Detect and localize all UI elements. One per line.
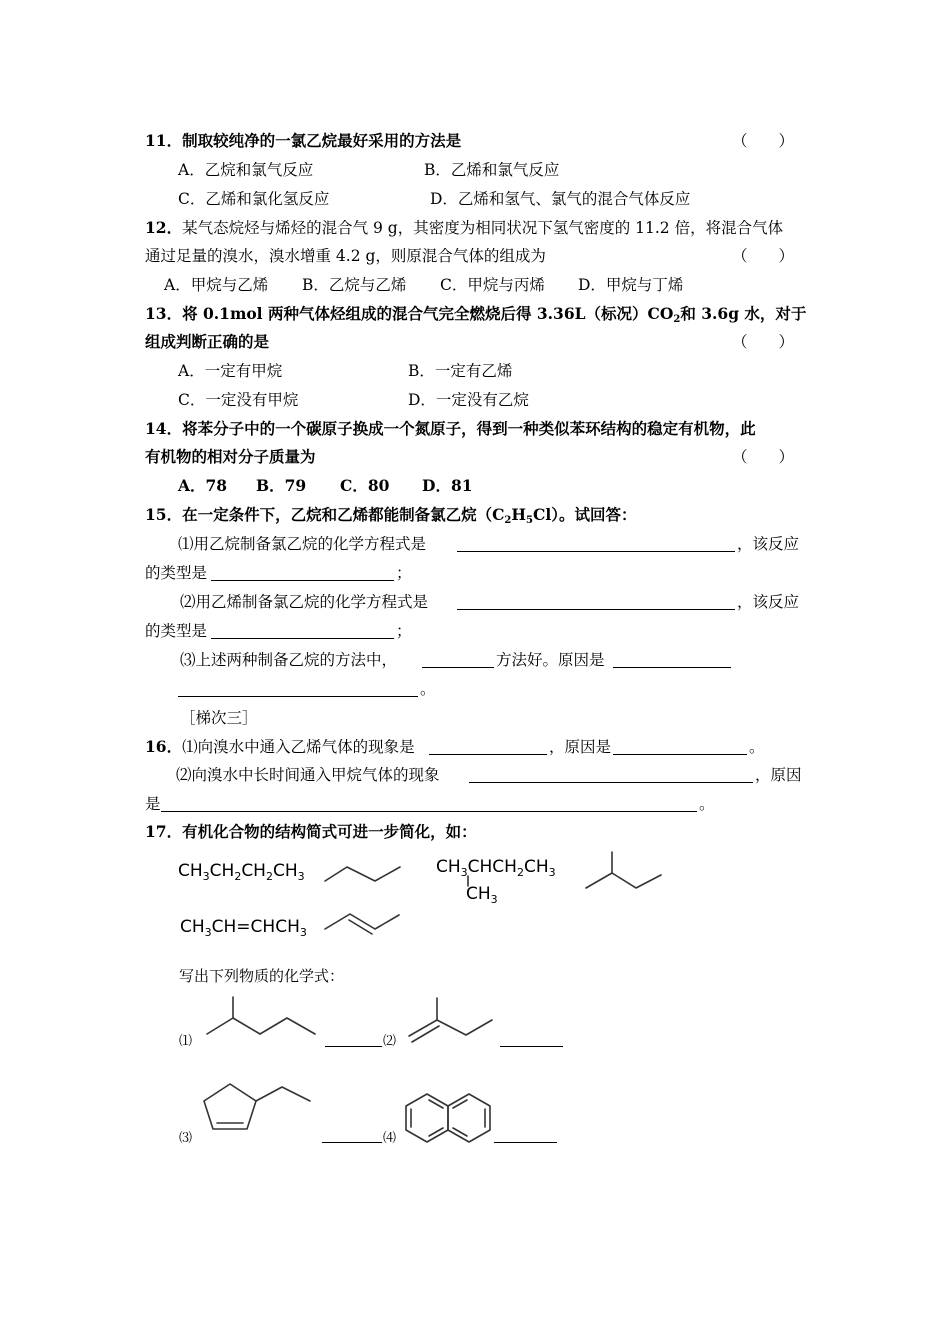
- q15-part1-text: ⑴用乙烷制备氯乙烷的化学方程式是: [178, 535, 427, 553]
- q16-part1-reason-label: ，原因是: [549, 738, 612, 756]
- q14-stem-line2: 有机物的相对分子质量为: [145, 447, 316, 466]
- q15-part2-semicolon: ；: [396, 622, 412, 640]
- q17-label-3: ⑶: [179, 1131, 193, 1146]
- q12-answer-paren: （ ）: [732, 247, 795, 265]
- q13-stem-line2: 组成判断正确的是: [145, 332, 270, 351]
- methylbutene-skeletal-icon: [409, 1020, 492, 1036]
- q17-answer-blank-1[interactable]: [325, 1046, 382, 1047]
- q14-option-d: D．81: [422, 476, 473, 495]
- q11-option-a: A．乙烷和氯气反应: [178, 161, 314, 179]
- q14-option-c: C．80: [340, 476, 390, 495]
- q15-part2-tail: ，该反应: [737, 593, 800, 611]
- q17-answer-blank-4[interactable]: [494, 1142, 557, 1143]
- q17-label-4: ⑷: [383, 1131, 397, 1146]
- methylpentane-skeletal-icon: [207, 1018, 315, 1034]
- q13-option-d: D．一定没有乙烷: [408, 391, 529, 409]
- q13-answer-paren: （ ）: [732, 333, 795, 351]
- q15-part1-semicolon: ；: [396, 564, 412, 582]
- q13-stem-line1: 13．将 0.1mol 两种气体烃组成的混合气完全燃烧后得 3.36L（标况）$CO_2$和 3.6g 水，对于: [145, 304, 807, 325]
- q16-part2-reason-prefix: 是: [145, 795, 161, 813]
- q15-part1-tail: ，该反应: [737, 535, 800, 553]
- q16-part1-period: 。: [749, 738, 765, 756]
- q12-option-c: C．甲烷与丙烯: [440, 276, 545, 294]
- q15-part2-text: ⑵用乙烯制备氯乙烷的化学方程式是: [180, 593, 429, 611]
- q16-part2-reason-label: ，原因: [755, 766, 802, 784]
- q16-part1-text: 16．⑴向溴水中通入乙烯气体的现象是: [145, 737, 415, 756]
- tier-heading: ［梯次三］: [180, 709, 258, 727]
- q11-stem: 11．制取较纯净的一氯乙烷最好采用的方法是: [145, 131, 462, 150]
- butene-condensed-formula: $CH_3CH=CHCH_3$: [180, 917, 307, 939]
- q12-option-a: A．甲烷与乙烯: [164, 276, 269, 294]
- q17-label-1: ⑴: [179, 1034, 193, 1049]
- q15-part3-reason-label: 方法好。原因是: [496, 651, 605, 669]
- q13-option-a: A．一定有甲烷: [178, 362, 283, 380]
- butane-condensed-formula: $CH_3CH_2CH_2CH_3$: [178, 861, 305, 883]
- q12-stem-line1: 12．某气态烷烃与烯烃的混合气 9 g，其密度为相同状况下氢气密度的 11.2 倍，将混合气体: [145, 218, 784, 237]
- naphthalene-skeletal-icon: [406, 1094, 490, 1142]
- q14-option-b: B．79: [256, 476, 307, 495]
- q12-option-b: B．乙烷与乙烯: [302, 276, 407, 294]
- q13-option-c: C．一定没有甲烷: [178, 391, 299, 409]
- q15-part3-text: ⑶上述两种制备乙烷的方法中，: [180, 651, 398, 669]
- isobutane-methyl-group: $CH_3$: [466, 884, 498, 906]
- butane-skeletal-icon: [325, 867, 400, 881]
- isobutane-skeletal-icon: [586, 873, 661, 888]
- q15-part2-type-label: 的类型是: [145, 622, 208, 640]
- butene-skeletal-icon: [325, 914, 399, 929]
- q14-option-a: A．78: [178, 476, 228, 495]
- q14-stem-line1: 14．将苯分子中的一个碳原子换成一个氮原子，得到一种类似苯环结构的稳定有机物，此: [145, 419, 756, 438]
- q12-stem-line2: 通过足量的溴水，溴水增重 4.2 g，则原混合气体的组成为: [145, 247, 546, 265]
- q17-answer-blank-2[interactable]: [500, 1046, 563, 1047]
- q15-stem: 15．在一定条件下，乙烷和乙烯都能制备氯乙烷$(C_2H_5Cl)$。试回答：: [145, 505, 637, 526]
- q11-option-b: B．乙烯和氯气反应: [424, 161, 560, 179]
- isobutane-condensed-formula: $CH_3CHCH_2CH_3$: [436, 857, 556, 879]
- q17-answer-blank-3[interactable]: [322, 1142, 382, 1143]
- q17-instruction: 写出下列物质的化学式：: [179, 967, 345, 985]
- q11-answer-paren: （ ）: [732, 132, 795, 150]
- q11-option-c: C．乙烯和氯化氢反应: [178, 190, 330, 208]
- q13-option-b: B．一定有乙烯: [408, 362, 513, 380]
- q17-stem: 17．有机化合物的结构简式可进一步简化，如：: [145, 822, 477, 841]
- q11-option-d: D．乙烯和氢气、氯气的混合气体反应: [430, 190, 691, 208]
- q16-part2-period: 。: [699, 795, 715, 813]
- q15-part3-period: 。: [420, 680, 436, 698]
- q12-option-d: D．甲烷与丁烯: [578, 276, 684, 294]
- q17-label-2: ⑵: [383, 1034, 397, 1049]
- q15-part1-type-label: 的类型是: [145, 564, 208, 582]
- q14-answer-paren: （ ）: [732, 448, 795, 466]
- q16-part2-text: ⑵向溴水中长时间通入甲烷气体的现象: [176, 766, 440, 784]
